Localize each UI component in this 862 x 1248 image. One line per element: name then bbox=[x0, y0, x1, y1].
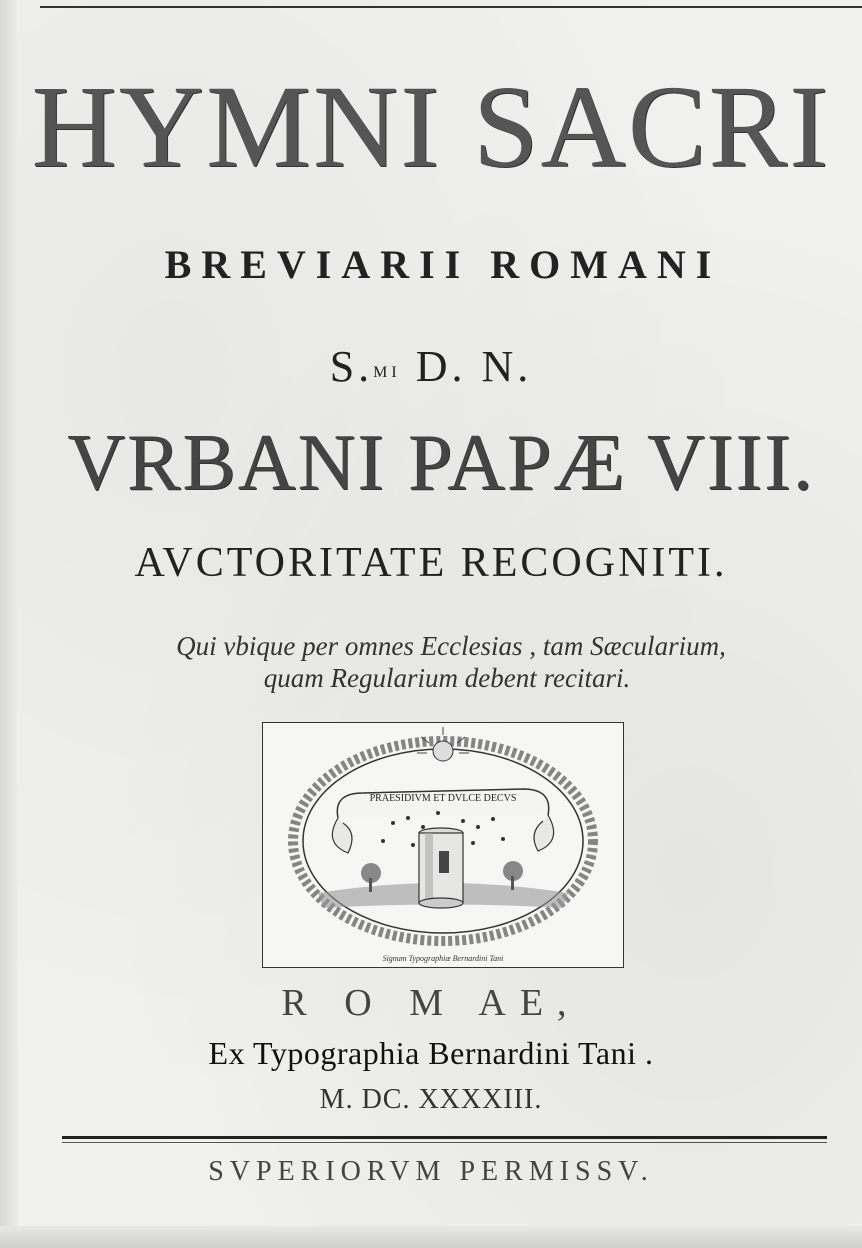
subtitle-sdn-s: S. bbox=[329, 342, 374, 391]
imprint-year: M. DC. XXXXIII. bbox=[319, 1084, 543, 1115]
subtitle-sdn bbox=[0, 340, 862, 394]
description-line-1: Qui vbique per omnes Ecclesias , tam Sæcularium, bbox=[176, 631, 726, 661]
bottom-rule-thin bbox=[62, 1142, 827, 1143]
subtitle-sdn-sup: MI bbox=[373, 364, 401, 381]
emblem-motto: PRAESIDIVM ET DVLCE DECVS bbox=[369, 793, 517, 804]
subtitle-sdn-rest: D. N. bbox=[400, 342, 533, 391]
bottom-rule-thick bbox=[62, 1136, 827, 1139]
printer-emblem bbox=[262, 722, 624, 968]
permission-line: SVPERIORVM PERMISSV. bbox=[208, 1156, 654, 1187]
top-border-line bbox=[40, 6, 862, 8]
page-bottom-edge bbox=[0, 1226, 862, 1248]
subtitle-urbani: VRBANI PAPÆ VIII. bbox=[67, 419, 815, 507]
imprint-printer: Ex Typographia Bernardini Tani . bbox=[208, 1035, 654, 1071]
emblem-engraving bbox=[263, 723, 623, 967]
imprint-place: R O M AE, bbox=[281, 982, 581, 1024]
description-line-2: quam Regularium debent recitari. bbox=[263, 663, 631, 693]
subtitle-breviarii: BREVIARII ROMANI bbox=[164, 242, 722, 287]
main-title: HYMNI SACRI bbox=[31, 61, 831, 192]
subtitle-auctoritate: AVCTORITATE RECOGNITI. bbox=[134, 540, 728, 586]
emblem-caption: Signum Typographiæ Bernardini Tani bbox=[382, 954, 504, 963]
